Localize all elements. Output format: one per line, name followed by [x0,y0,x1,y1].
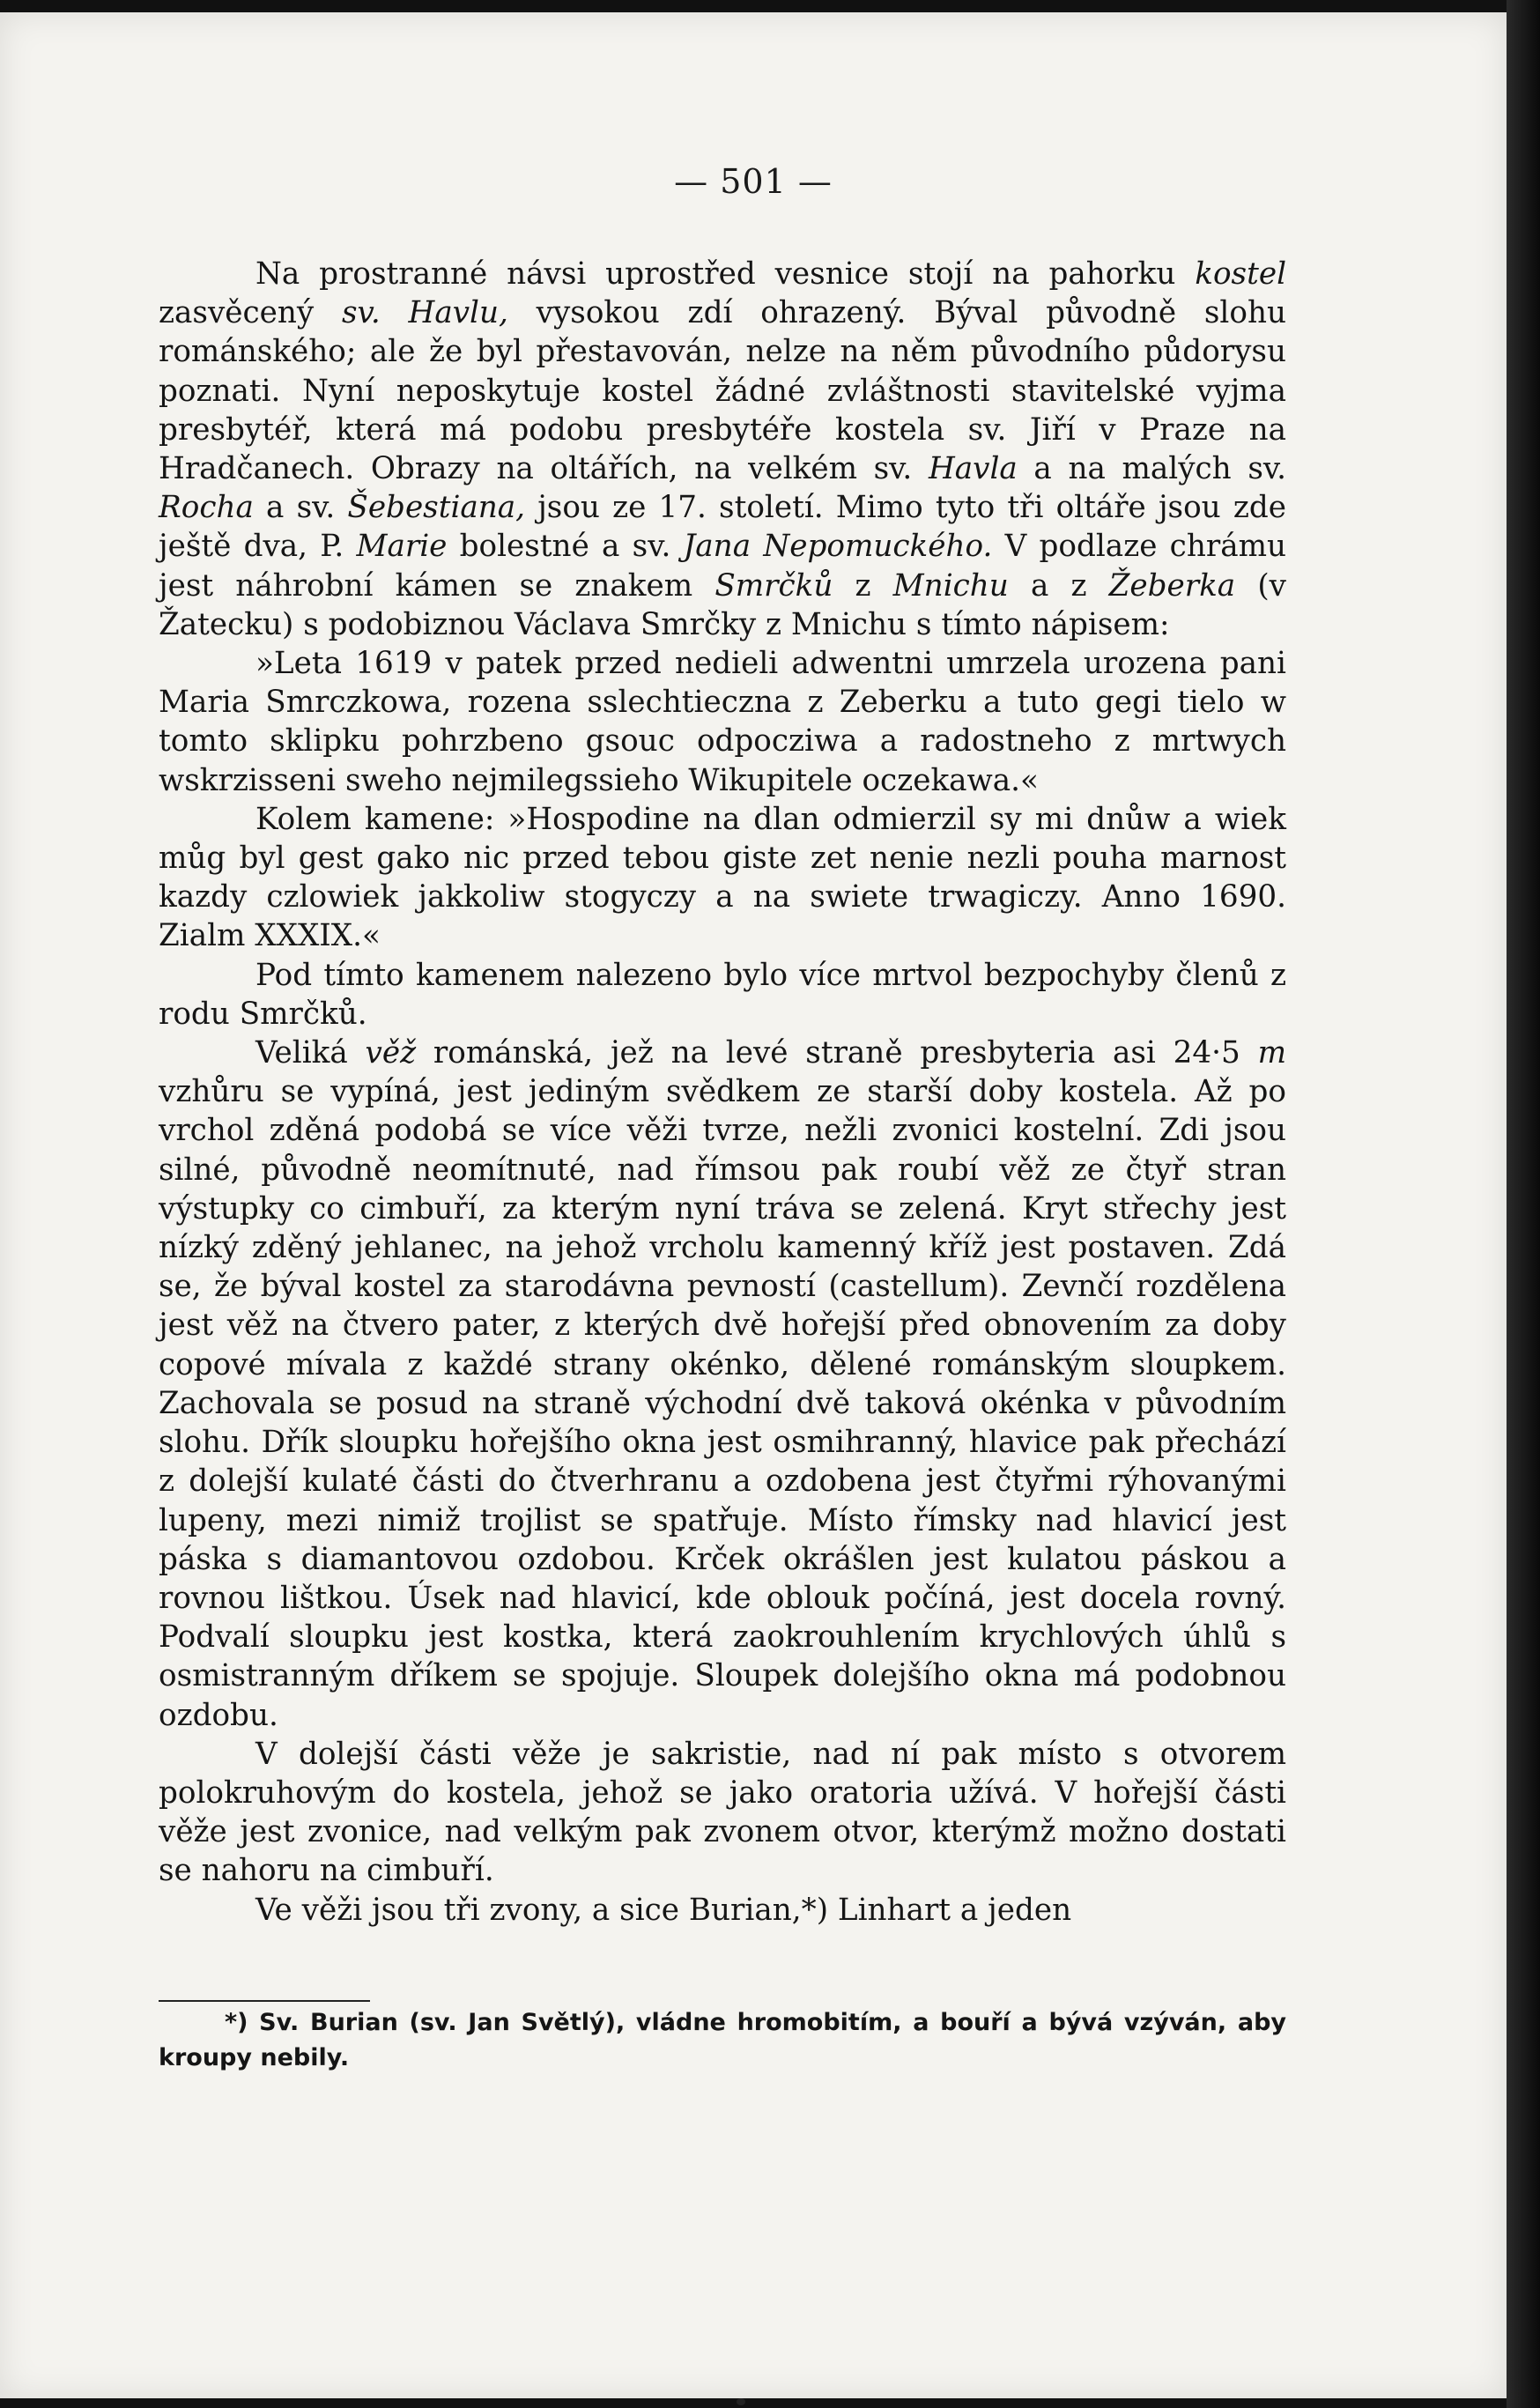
paragraph-tower [159,1034,1286,1735]
text-run: Veliká [255,1035,366,1071]
italic-run: Mnichu [892,567,1009,604]
text-run: Na prostranné návsi uprostřed vesnice stojí na pahorku [255,256,1196,292]
text-run: vysokou zdí ohrazený. Býval původně slohu románského; ale že byl přestavován, nelze na něm původního půdorysu poznati. Nyní neposkytuje kostel žádné zvláštnosti stavitelské vyjma presbytéř, která má podobu presbytéře kostela sv. Jiří v Praze na Hradčanech. Obrazy na oltářích, na velkém sv. [159,295,1286,487]
text-run: z [833,567,893,604]
footnote-text: *) Sv. Burian (sv. Jan Světlý), vládne hromobitím, a bouří a bývá vzýván, aby kroupy nebily. [159,2009,1286,2071]
italic-run: Rocha [159,490,254,526]
paragraph-inscription: »Leta 1619 v patek przed nedieli adwentni umrzela urozena pani Maria Smrczkowa, rozena sslechtieczna z Zeberku a tuto gegi tielo w tomto sklipku pohrzbeno gsouc odpocziwa a radostneho z mrtwych wskrzisseni sweho nejmilegssieho Wikupitele oczekawa.« [159,646,1286,798]
body-text [159,255,1286,1930]
text-run: a na malých sv. [1017,451,1287,487]
scan-edge [1507,0,1540,2408]
scanned-page [0,12,1507,2398]
ink-speck [737,2398,745,2405]
italic-run: Jana Nepomuckého. [683,529,993,565]
text-run: a sv. [253,490,348,526]
paragraph-stone-inscription: Kolem kamene: »Hospodine na dlan odmierzil sy mi dnůw a wiek můg byl gest gako nic przed tebou giste zet nenie nezli pouha marnost kazdy czlowiek jakkoliw stogyczy a na swiete trwagiczy. Anno 1690. Zialm XXXIX.« [159,801,1286,954]
text-run: románská, jež na levé straně presbyteria asi 24·5 [416,1035,1258,1071]
text-run: jsou ze 17. století. Mimo tyto tři oltáře jsou zde ještě dva, P. [159,490,1286,565]
italic-run: Smrčků [714,567,833,604]
paragraph-sacristy: V dolejší části věže je sakristie, nad ní pak místo s otvorem polokruhovým do kostela, jehož se jako oratoria užívá. V hořejší části věže jest zvonice, nad velkým pak zvonem otvor, kterýmž možno dostati se nahoru na cimbuří. [159,1736,1286,1889]
italic-run: m [1257,1035,1286,1071]
text-run: a z [1008,567,1109,604]
italic-run: Havla [928,451,1018,487]
footnote-divider [159,2000,370,2002]
paragraph-1 [159,255,1286,644]
text-run: V podlaze chrámu jest náhrobní kámen se znakem [159,529,1287,604]
footnote [159,2005,1286,2076]
italic-run: kostel [1195,256,1286,292]
italic-run: sv. Havlu, [342,295,508,331]
italic-run: věž [365,1035,417,1071]
italic-run: Marie [356,529,448,565]
text-run: vzhůru se vypíná, jest jediným svědkem ze starší doby kostela. Až po vrchol zděná podobá se více věži tvrze, nežli zvonici kostelní. Zdi jsou silné, původně neomítnuté, nad římsou pak roubí věž ze čtyř stran výstupky co cimbuří, za kterým nyní tráva se zelená. Kryt střechy jest nízký zděný jehlanec, na jehož vrcholu kamenný kříž jest postaven. Zdá se, že býval kostel za starodávna pevností (castellum). Zevnčí rozdělena jest věž na čtvero pater, z kterých dvě hořejší před obnovením za doby copové mívala z každé strany okénko, dělené románským sloupkem. Zachovala se posud na straně východní dvě taková okénka v původním slohu. Dřík sloupku hořejšího okna jest osmihranný, hlavice pak přechází z dolejší kulaté části do čtverhranu a ozdobena jest čtyřmi rýhovanými lupeny, mezi nimiž trojlist se spatřuje. Místo římsky nad hlavicí jest páska s diamantovou ozdobou. Krček okrášlen jest kulatou páskou a rovnou lištkou. Úsek nad hlavicí, kde oblouk počíná, jest docela rovný. Podvalí sloupku jest kostka, která zaokrouhlením krychlových úhlů s osmistranným dříkem se spojuje. Sloupek dolejšího okna má podobnou ozdobu. [159,1074,1286,1733]
paragraph-burials: Pod tímto kamenem nalezeno bylo více mrtvol bezpochyby členů z rodu Smrčků. [159,957,1286,1032]
text-run: (v Žatecku) s podobiznou Václava Smrčky z Mnichu s tímto nápisem: [159,567,1286,642]
italic-run: Žeberka [1108,567,1236,604]
paragraph-bells: Ve věži jsou tři zvony, a sice Burian,*) Linhart a jeden [255,1892,1072,1928]
page-number: — 501 — [674,162,833,201]
text-run: bolestné a sv. [447,529,684,565]
italic-run: Šebestiana, [347,490,526,526]
text-run: zasvěcený [159,295,343,331]
